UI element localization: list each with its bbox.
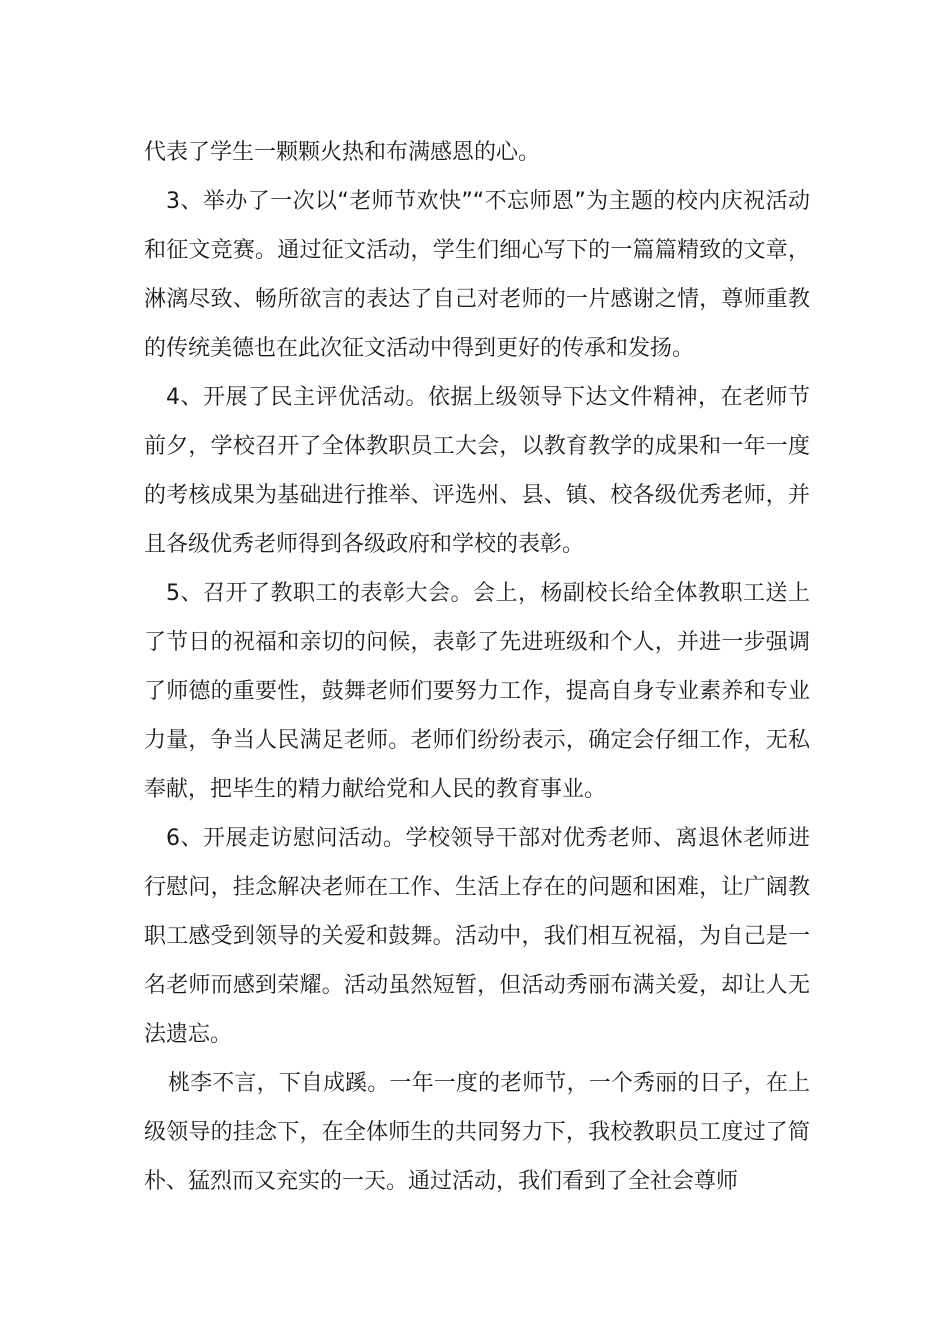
document-body xyxy=(144,128,810,1206)
paragraph-item-3: 3、举办了一次以“老师节欢快”“不忘师恩”为主题的校内庆祝活动和征文竞赛。通过征文活动，学生们细心写下的一篇篇精致的文章，淋漓尽致、畅所欲言的表达了自己对老师的一片感谢之情，尊师重教的传统美德也在此次征文活动中得到更好的传承和发扬。 xyxy=(144,189,810,361)
paragraph-conclusion: 桃李不言，下自成蹊。一年一度的老师节，一个秀丽的日子，在上级领导的挂念下，在全体师生的共同努力下，我校教职员工度过了简朴、猛烈而又充实的一天。通过活动，我们看到了全社会尊师 xyxy=(144,1071,810,1194)
paragraph-item-4: 4、开展了民主评优活动。依据上级领导下达文件精神，在老师节前夕，学校召开了全体教职员工大会，以教育教学的成果和一年一度的考核成果为基础进行推举、评选州、县、镇、校各级优秀老师，并且各级优秀老师得到各级政府和学校的表彰。 xyxy=(144,385,810,557)
paragraph-item-5: 5、召开了教职工的表彰大会。会上，杨副校长给全体教职工送上了节日的祝福和亲切的问候，表彰了先进班级和个人，并进一步强调了师德的重要性，鼓舞老师们要努力工作，提高自身专业素养和专业力量，争当人民满足老师。老师们纷纷表示，确定会仔细工作，无私奉献，把毕生的精力献给党和人民的教育事业。 xyxy=(144,581,810,802)
paragraph-item-6: 6、开展走访慰问活动。学校领导干部对优秀老师、离退休老师进行慰问，挂念解决老师在工作、生活上存在的问题和困难，让广阔教职工感受到领导的关爱和鼓舞。活动中，我们相互祝福，为自己是一名老师而感到荣耀。活动虽然短暂，但活动秀丽布满关爱，却让人无法遗忘。 xyxy=(144,826,810,1047)
paragraph-continuation: 代表了学生一颗颗火热和布满感恩的心。 xyxy=(144,140,541,165)
